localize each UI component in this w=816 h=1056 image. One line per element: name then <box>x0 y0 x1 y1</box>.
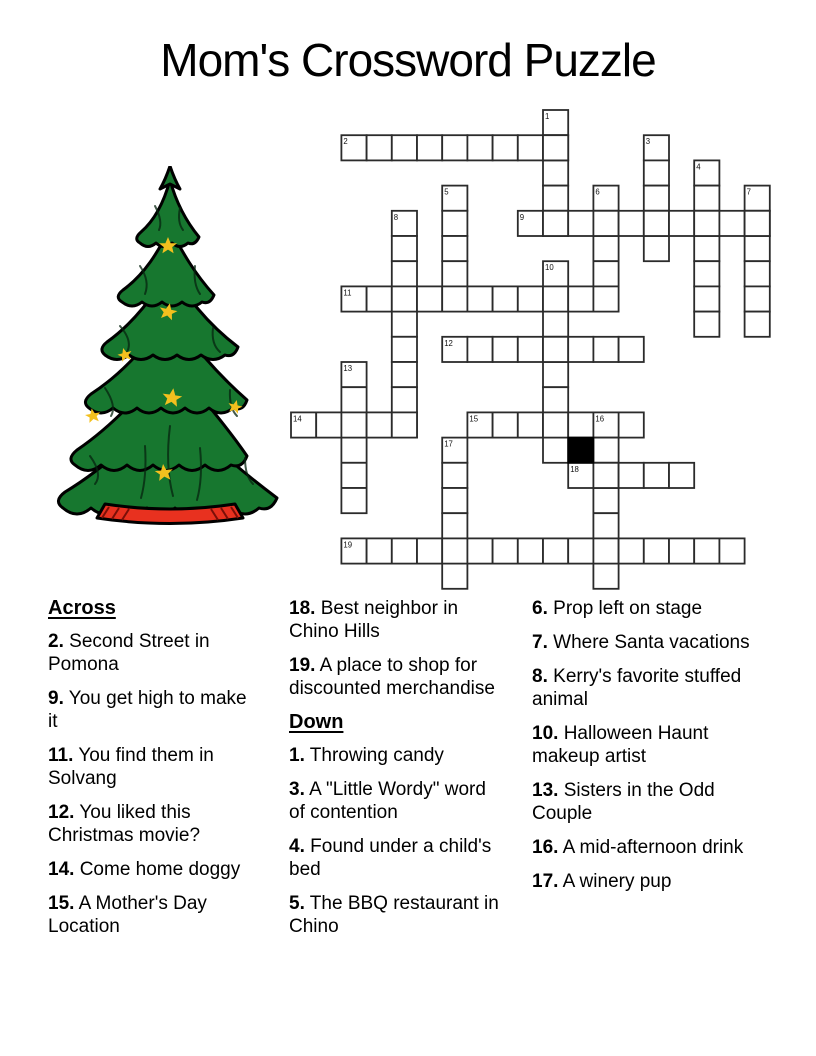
grid-cell-number: 4 <box>696 162 701 172</box>
clue-item <box>532 836 764 859</box>
clue-number: 9. <box>48 688 64 709</box>
clue-number: 6. <box>532 598 548 619</box>
grid-cell[interactable] <box>619 412 644 437</box>
grid-cell[interactable] <box>442 236 467 261</box>
grid-cell[interactable] <box>543 286 568 311</box>
grid-cell[interactable] <box>694 261 719 286</box>
clue-item <box>532 722 764 768</box>
grid-cell[interactable] <box>719 211 744 236</box>
grid-cell-number: 1 <box>545 112 550 121</box>
clue-item <box>289 654 504 700</box>
clue-text: A mid-afternoon drink <box>562 837 744 858</box>
grid-cell-number: 2 <box>343 137 348 147</box>
blocked-cell <box>568 438 593 463</box>
grid-cell[interactable] <box>442 538 467 563</box>
grid-cell[interactable] <box>593 236 618 261</box>
grid-cell-number: 6 <box>595 187 600 197</box>
clue-item <box>48 801 260 847</box>
grid-cell[interactable] <box>619 538 644 563</box>
clue-number: 18. <box>289 598 316 619</box>
grid-cell[interactable] <box>367 135 392 160</box>
clue-item <box>289 597 504 643</box>
grid-cell[interactable] <box>392 387 417 412</box>
clue-item <box>532 779 764 825</box>
grid-cell[interactable] <box>593 261 618 286</box>
clue-text: Second Street in Pomona <box>48 631 210 675</box>
grid-cell[interactable] <box>543 438 568 463</box>
down-clues-list-continued <box>532 597 764 893</box>
grid-cell[interactable] <box>694 211 719 236</box>
clue-number: 10. <box>532 723 559 744</box>
clue-item <box>289 744 504 767</box>
clue-number: 8. <box>532 666 548 687</box>
grid-cell[interactable] <box>467 337 492 362</box>
grid-cell[interactable] <box>417 286 442 311</box>
grid-cell[interactable] <box>341 463 366 488</box>
page-title: Mom's Crossword Puzzle <box>160 34 656 86</box>
clue-item <box>532 665 764 711</box>
down-header: Down <box>289 711 344 733</box>
grid-cell-number: 3 <box>645 137 651 147</box>
grid-cell-number: 11 <box>343 288 352 298</box>
grid-cell[interactable] <box>745 312 770 337</box>
grid-cell[interactable] <box>442 564 467 589</box>
grid-cell[interactable] <box>392 261 417 286</box>
grid-cell[interactable] <box>518 286 543 311</box>
grid-cell[interactable] <box>341 412 366 437</box>
grid-cell[interactable] <box>442 135 467 160</box>
grid-cell[interactable] <box>694 236 719 261</box>
clue-number: 13. <box>532 780 559 801</box>
clue-text: You get high to make it <box>48 688 247 732</box>
christmas-tree-svg <box>45 166 295 538</box>
clue-item <box>48 858 260 881</box>
clue-item <box>532 870 764 893</box>
grid-cell[interactable] <box>392 236 417 261</box>
grid-cell[interactable] <box>392 362 417 387</box>
grid-cell[interactable] <box>341 488 366 513</box>
clue-number: 16. <box>532 837 559 858</box>
grid-cell[interactable] <box>543 538 568 563</box>
clue-item <box>289 835 504 881</box>
down-clues-list <box>289 744 504 938</box>
grid-cell[interactable] <box>493 135 518 160</box>
grid-cell[interactable] <box>568 211 593 236</box>
grid-cell-number: 14 <box>293 414 302 424</box>
grid-cell[interactable] <box>543 186 568 211</box>
grid-cell[interactable] <box>518 337 543 362</box>
grid-cell[interactable] <box>493 412 518 437</box>
grid-cell-number: 9 <box>519 212 525 222</box>
grid-cell[interactable] <box>593 211 618 236</box>
grid-cell-number: 12 <box>444 338 453 348</box>
grid-cell[interactable] <box>669 463 694 488</box>
grid-cell[interactable] <box>518 412 543 437</box>
clue-item <box>532 597 764 620</box>
grid-cell[interactable] <box>694 312 719 337</box>
clue-text: Best neighbor in Chino Hills <box>289 598 459 642</box>
grid-cell[interactable] <box>669 211 694 236</box>
grid-cell[interactable] <box>518 135 543 160</box>
grid-cell[interactable] <box>392 312 417 337</box>
grid-cell[interactable] <box>593 564 618 589</box>
grid-cell[interactable] <box>543 412 568 437</box>
clue-item <box>289 892 504 938</box>
clue-text: Kerry's favorite stuffed animal <box>532 666 742 710</box>
grid-cell[interactable] <box>568 538 593 563</box>
across-clues-list-continued <box>289 597 504 700</box>
clue-number: 19. <box>289 655 316 676</box>
clue-text: A winery pup <box>562 871 672 892</box>
grid-cell[interactable] <box>442 286 467 311</box>
grid-cell-number: 17 <box>444 439 453 449</box>
grid-cell[interactable] <box>543 211 568 236</box>
clue-text: Where Santa vacations <box>553 632 750 653</box>
clue-text: A "Little Wordy" word of contention <box>289 779 486 823</box>
clue-text: Throwing candy <box>309 745 444 766</box>
grid-cell[interactable] <box>543 160 568 185</box>
grid-cell-number: 15 <box>469 414 479 424</box>
grid-cell-number: 13 <box>343 364 353 373</box>
grid-cell[interactable] <box>593 438 618 463</box>
grid-cell[interactable] <box>467 135 492 160</box>
grid-cell[interactable] <box>694 286 719 311</box>
grid-cell[interactable] <box>694 186 719 211</box>
grid-cell[interactable] <box>593 513 618 538</box>
clue-item <box>532 631 764 654</box>
clues-right-column <box>532 597 764 904</box>
grid-cell[interactable] <box>593 286 618 311</box>
clue-number: 3. <box>289 779 305 800</box>
grid-cell[interactable] <box>442 261 467 286</box>
clue-number: 5. <box>289 893 305 914</box>
grid-cell[interactable] <box>442 513 467 538</box>
grid-cell-number: 10 <box>545 263 554 273</box>
grid-cell-number: 18 <box>570 464 579 474</box>
clue-text: Prop left on stage <box>553 598 703 619</box>
clue-number: 2. <box>48 631 64 652</box>
grid-cell[interactable] <box>493 538 518 563</box>
grid-cell[interactable] <box>341 387 366 412</box>
clue-item <box>48 687 260 733</box>
clue-text: A Mother's Day Location <box>48 893 207 937</box>
grid-cell[interactable] <box>467 286 492 311</box>
grid-cell[interactable] <box>543 135 568 160</box>
grid-cell[interactable] <box>745 236 770 261</box>
grid-cell[interactable] <box>644 538 669 563</box>
grid-cell[interactable] <box>392 538 417 563</box>
clue-number: 15. <box>48 893 75 914</box>
grid-cell[interactable] <box>745 286 770 311</box>
clue-text: You liked this Christmas movie? <box>48 802 201 846</box>
clue-text: Sisters in the Odd Couple <box>532 780 715 824</box>
grid-cell[interactable] <box>593 488 618 513</box>
grid-cell[interactable] <box>669 538 694 563</box>
grid-cell[interactable] <box>442 463 467 488</box>
clue-text: Found under a child's bed <box>289 836 492 880</box>
grid-cell[interactable] <box>367 412 392 437</box>
grid-cell[interactable] <box>341 438 366 463</box>
grid-cell[interactable] <box>367 538 392 563</box>
grid-cell[interactable] <box>593 337 618 362</box>
christmas-tree-illustration <box>45 166 295 538</box>
clues-middle-column <box>289 597 504 949</box>
grid-cell[interactable] <box>392 135 417 160</box>
grid-cell-number: 8 <box>393 212 399 222</box>
grid-cell[interactable] <box>543 337 568 362</box>
clue-item <box>48 630 260 676</box>
grid-cell[interactable] <box>543 312 568 337</box>
grid-cell[interactable] <box>442 211 467 236</box>
clue-number: 1. <box>289 745 305 766</box>
grid-cell-number: 16 <box>595 414 605 424</box>
grid-cell[interactable] <box>417 135 442 160</box>
grid-cell[interactable] <box>568 286 593 311</box>
grid-cell[interactable] <box>644 236 669 261</box>
clues-across-column <box>48 597 260 949</box>
grid-cell[interactable] <box>316 412 341 437</box>
grid-cell[interactable] <box>593 463 618 488</box>
across-clues-list <box>48 630 260 938</box>
grid-cell[interactable] <box>392 286 417 311</box>
grid-cell[interactable] <box>417 538 442 563</box>
clue-text: The BBQ restaurant in Chino <box>289 893 499 937</box>
grid-cell-number: 19 <box>343 540 353 550</box>
crossword-grid-svg <box>290 109 771 590</box>
grid-cell[interactable] <box>619 463 644 488</box>
clue-item <box>48 744 260 790</box>
clue-number: 7. <box>532 632 548 653</box>
grid-cell[interactable] <box>644 463 669 488</box>
grid-cell[interactable] <box>568 412 593 437</box>
grid-cell[interactable] <box>442 488 467 513</box>
clue-number: 12. <box>48 802 75 823</box>
grid-cell[interactable] <box>745 261 770 286</box>
grid-cell[interactable] <box>392 337 417 362</box>
grid-cell[interactable] <box>619 211 644 236</box>
clue-number: 14. <box>48 859 75 880</box>
grid-cell[interactable] <box>644 160 669 185</box>
clue-item <box>289 778 504 824</box>
grid-cell[interactable] <box>543 387 568 412</box>
grid-cell[interactable] <box>593 538 618 563</box>
grid-cell[interactable] <box>619 337 644 362</box>
grid-cell[interactable] <box>493 337 518 362</box>
clue-number: 17. <box>532 871 559 892</box>
clue-text: You find them in Solvang <box>48 745 214 789</box>
grid-cell[interactable] <box>568 337 593 362</box>
grid-cell[interactable] <box>719 538 744 563</box>
grid-cell[interactable] <box>392 412 417 437</box>
clue-number: 4. <box>289 836 305 857</box>
grid-cell[interactable] <box>543 362 568 387</box>
grid-cell[interactable] <box>644 186 669 211</box>
clue-text: Come home doggy <box>79 859 241 880</box>
clue-text: A place to shop for discounted merchandise <box>289 655 495 699</box>
across-header: Across <box>48 597 116 619</box>
grid-cell[interactable] <box>745 211 770 236</box>
grid-cell[interactable] <box>493 286 518 311</box>
grid-cell-number: 7 <box>746 187 751 197</box>
grid-cell[interactable] <box>367 286 392 311</box>
grid-cell[interactable] <box>518 538 543 563</box>
grid-cell[interactable] <box>694 538 719 563</box>
crossword-grid <box>290 109 771 590</box>
clue-text: Halloween Haunt makeup artist <box>532 723 709 767</box>
grid-cell[interactable] <box>467 538 492 563</box>
clue-number: 11. <box>48 745 74 766</box>
grid-cell[interactable] <box>644 211 669 236</box>
grid-cell-number: 5 <box>444 187 449 197</box>
clue-item <box>48 892 260 938</box>
